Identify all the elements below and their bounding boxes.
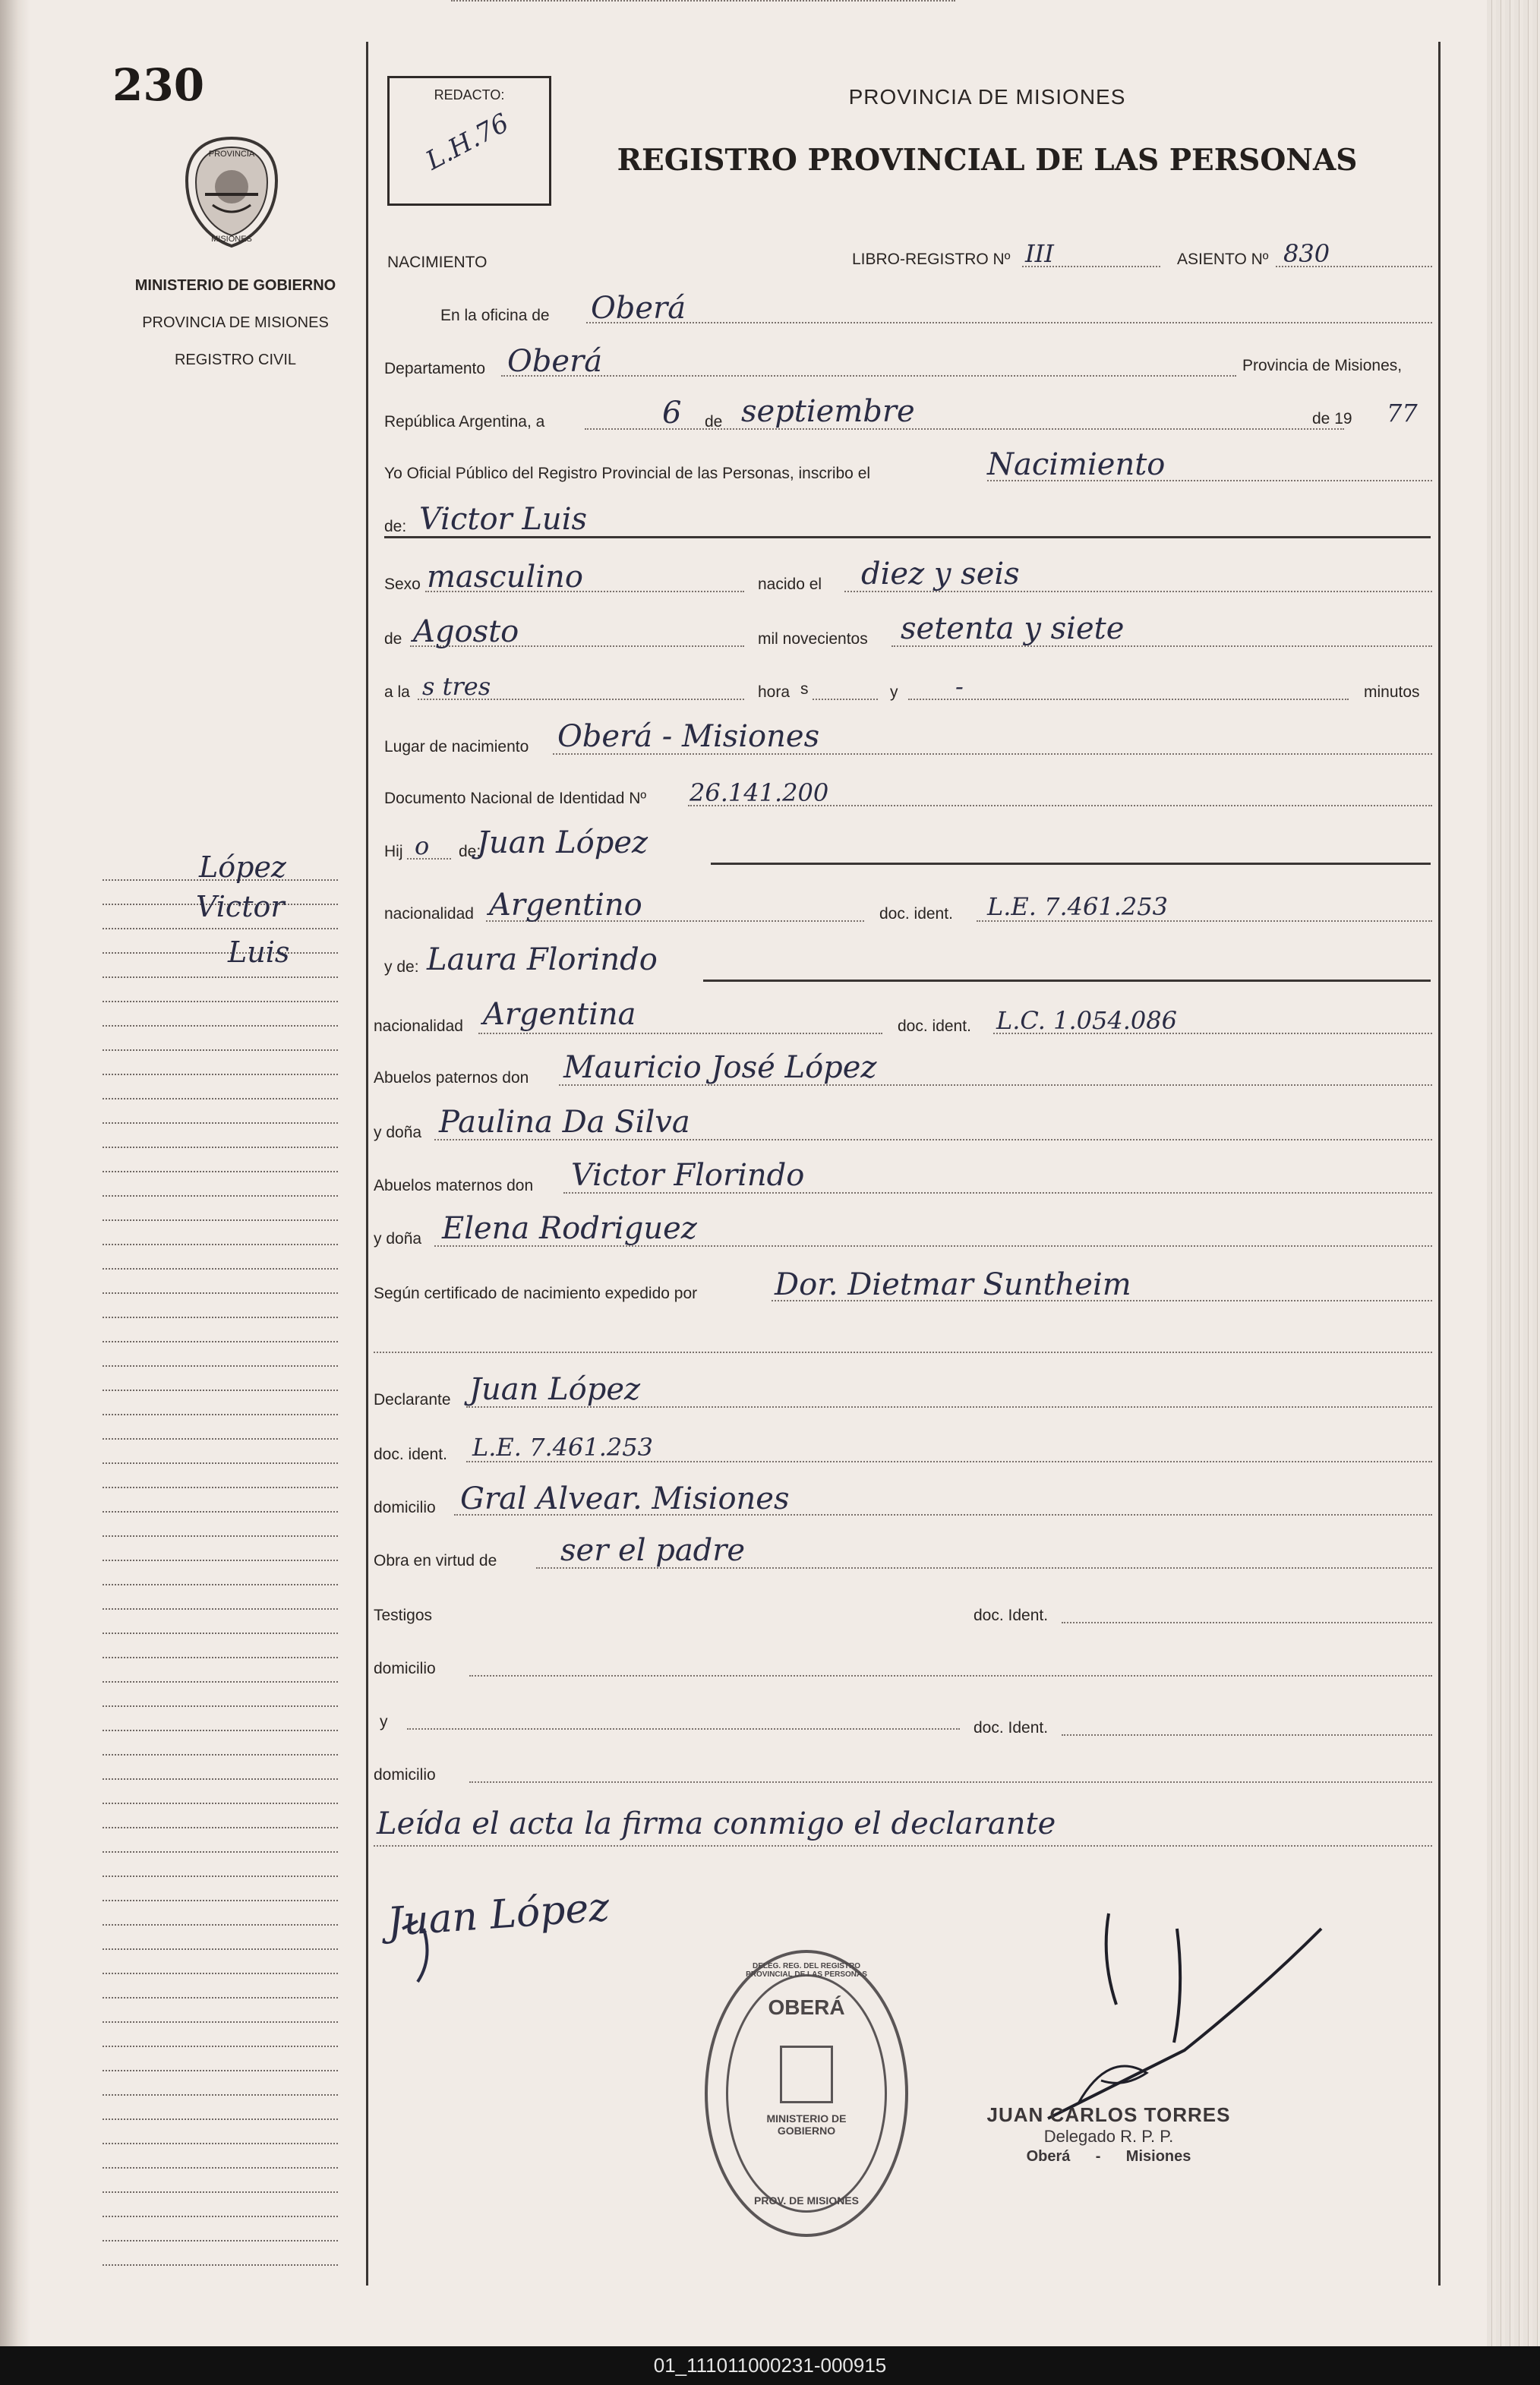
officer-title: Delegado R. P. P.: [1043, 2127, 1174, 2146]
asiento-label: ASIENTO Nº: [1177, 251, 1269, 268]
lugar-label: Lugar de nacimiento: [384, 738, 529, 756]
nac-madre-dots: [478, 1033, 882, 1034]
margin-ruled-line: [103, 2167, 338, 2169]
margin-ruled-line: [103, 2118, 338, 2120]
nacido-label: nacido el: [758, 576, 822, 593]
stamp-center-text: OBERÁ: [768, 1995, 845, 2019]
official-stamp: [705, 1950, 908, 2237]
margin-ruled-line: [103, 2143, 338, 2144]
ministry-registry: REGISTRO CIVIL: [174, 352, 297, 368]
segun-value: Dor. Dietmar Suntheim: [775, 1267, 1131, 1302]
page-edges: [1487, 0, 1540, 2346]
separator-line-3: [703, 980, 1431, 982]
nombre-inscripto: Victor Luis: [419, 502, 588, 537]
minutos-value: -: [955, 672, 964, 701]
docident-padre-label: doc. ident.: [879, 905, 953, 923]
fecha-mes: septiembre: [741, 394, 915, 429]
margin-ruled-line: [103, 1390, 338, 1391]
mil-label: mil novecientos: [758, 630, 868, 648]
separator-line-1: [384, 536, 1431, 538]
margin-ruled-line: [103, 1584, 338, 1585]
closing-statement: Leída el acta la firma conmigo el declarante: [377, 1806, 1056, 1841]
hora-value: s tres: [422, 672, 491, 701]
declarante-label: Declarante: [374, 1391, 451, 1409]
lugar-value: Oberá - Misiones: [557, 719, 820, 754]
margin-ruled-line: [103, 1754, 338, 1756]
page-binding: [0, 0, 30, 2346]
margin-ruled-line: [103, 1001, 338, 1002]
margin-ruled-line: [103, 928, 338, 929]
horas-label: hora: [758, 683, 791, 701]
margin-ruled-line: [103, 1827, 338, 1828]
margin-ruled-line: [103, 1074, 338, 1075]
y-label: y: [890, 683, 898, 701]
stamp-top-text: DELEG. REG. DEL REGISTRO PROVINCIAL DE LAS PERSONAS: [746, 1962, 867, 1979]
redacto-label: REDACTO:: [434, 87, 505, 103]
abuelo-materno-value: Victor Florindo: [571, 1158, 805, 1193]
departamento-dots: [501, 375, 1236, 377]
margin-ruled-line: [103, 1535, 338, 1537]
margin-ruled-line: [103, 1657, 338, 1658]
dni-label: Documento Nacional de Identidad Nº: [384, 790, 647, 807]
oficina-dots: [586, 322, 1432, 323]
horas-suffix: s: [800, 680, 809, 698]
ministry-block: [106, 267, 364, 379]
nac-padre-label: nacionalidad: [384, 905, 474, 923]
nacido-value: diez y seis: [861, 557, 1020, 592]
abuela-paterna-value: Paulina Da Silva: [439, 1105, 690, 1140]
margin-first-name: Victor: [196, 890, 285, 923]
docident-declarante-label: doc. ident.: [374, 1446, 447, 1463]
page-number: 230: [112, 59, 205, 111]
margin-ruled-line: [103, 2046, 338, 2047]
nac-madre-label: nacionalidad: [374, 1017, 463, 1035]
abuelo-paterno-value: Mauricio José López: [563, 1050, 877, 1085]
departamento-value: Oberá: [507, 344, 603, 379]
closing-dots: [374, 1845, 1432, 1847]
margin-ruled-line: [103, 1365, 338, 1367]
stamp-emblem: [780, 2046, 833, 2103]
margin-ruled-line: [103, 2070, 338, 2071]
dni-value: 26.141.200: [690, 778, 829, 807]
margin-ruled-line: [103, 2240, 338, 2241]
margin-ruled-line: [103, 1608, 338, 1610]
margin-ruled-line: [103, 1462, 338, 1464]
mil-value: setenta y siete: [901, 611, 1125, 646]
nacimiento-label: NACIMIENTO: [387, 254, 488, 271]
margin-ruled-line: [103, 952, 338, 954]
svg-text:MISIONES: MISIONES: [211, 235, 252, 244]
nac-padre-value: Argentino: [489, 888, 642, 923]
header-province: PROVINCIA DE MISIONES: [848, 85, 1126, 109]
segun-label: Según certificado de nacimiento expedido por: [374, 1285, 698, 1302]
abuela-materna-value: Elena Rodriguez: [442, 1211, 697, 1246]
fecha-de-label: de: [705, 413, 723, 431]
scan-footer-id: 01_111011000231-000915: [0, 2346, 1540, 2385]
hijo-label: Hij: [384, 843, 403, 860]
docident-padre-value: L.E. 7.461.253: [987, 892, 1168, 921]
domicilio-testigo2-label: domicilio: [374, 1766, 436, 1784]
margin-ruled-line: [103, 2264, 338, 2266]
docident-testigo1-dots: [1062, 1622, 1432, 1623]
margin-ruled-line: [103, 1803, 338, 1804]
docident-testigo1-label: doc. Ident.: [974, 1607, 1049, 1624]
docident-testigo2-dots: [1062, 1734, 1432, 1736]
margin-ruled-line: [103, 2191, 338, 2193]
docident-declarante-value: L.E. 7.461.253: [472, 1433, 653, 1462]
margin-second-name: Luis: [228, 935, 290, 969]
domicilio-testigo2-dots: [469, 1781, 1432, 1783]
margin-ruled-line: [103, 1317, 338, 1318]
margin-ruled-line: [103, 1025, 338, 1027]
de-label: de:: [384, 518, 407, 535]
segun-dots-2: [374, 1352, 1432, 1353]
officer-stamp: [949, 2103, 1268, 2166]
madre-label: y de:: [384, 958, 419, 976]
fecha-dots: [585, 428, 1344, 430]
testigo2-dots: [407, 1728, 960, 1730]
margin-ruled-line: [103, 1705, 338, 1707]
sexo-label: Sexo: [384, 576, 421, 593]
frame-line-right: [1438, 42, 1441, 2286]
dona-materna-label: y doña: [374, 1230, 422, 1248]
official-signature: [1033, 1898, 1352, 2126]
margin-ruled-line: [103, 1341, 338, 1342]
margin-ruled-line: [103, 1171, 338, 1172]
declarante-value: Juan López: [469, 1372, 641, 1407]
margin-ruled-line: [103, 1948, 338, 1950]
margin-ruled-line: [103, 1778, 338, 1780]
officer-place-2: Misiones: [1125, 2148, 1191, 2165]
hijo-suffix: o: [415, 831, 430, 860]
testigos-dots: [451, 0, 955, 2]
margin-ruled-line: [103, 1049, 338, 1051]
alas-label: a la: [384, 683, 410, 701]
nac-madre-value: Argentina: [483, 997, 636, 1032]
header-title: REGISTRO PROVINCIAL DE LAS PERSONAS: [617, 143, 1358, 178]
ministry-title: MINISTERIO DE GOBIERNO: [134, 277, 336, 294]
domicilio-testigo1-dots: [469, 1675, 1432, 1677]
y2-label: y: [380, 1713, 388, 1730]
asiento-value: 830: [1283, 239, 1330, 268]
provincia-label: Provincia de Misiones,: [1242, 357, 1403, 374]
margin-ruled-line: [103, 1195, 338, 1197]
obra-value: ser el padre: [560, 1533, 746, 1568]
republica-label: República Argentina, a: [384, 413, 545, 431]
margin-ruled-line: [103, 1900, 338, 1901]
frame-line-left: [366, 42, 368, 2286]
officer-place-sep: -: [1095, 2148, 1101, 2165]
hijo-de-label: de:: [459, 843, 481, 860]
margin-ruled-line: [103, 1681, 338, 1683]
stamp-bottom-text: PROV. DE MISIONES: [754, 2194, 859, 2207]
margin-ruled-line: [103, 1876, 338, 1877]
margin-ruled-line: [103, 2021, 338, 2023]
separator-line-2: [711, 863, 1431, 865]
margin-ruled-line: [103, 2094, 338, 2096]
margin-ruled-line: [103, 1511, 338, 1513]
domicilio-value: Gral Alvear. Misiones: [460, 1481, 790, 1516]
margin-ruled-line: [103, 1219, 338, 1221]
margin-ruled-line: [103, 1973, 338, 1974]
margin-ruled-line: [103, 1730, 338, 1731]
margin-ruled-line: [103, 1924, 338, 1926]
oficina-value: Oberá: [591, 291, 686, 326]
officer-name: JUAN CARLOS TORRES: [986, 2103, 1231, 2126]
margin-ruled-line: [103, 1560, 338, 1561]
docident-madre-value: L.C. 1.054.086: [996, 1006, 1177, 1035]
ministry-province: PROVINCIA DE MISIONES: [142, 314, 329, 331]
abuelos-paternos-label: Abuelos paternos don: [374, 1069, 529, 1087]
dona-paterna-label: y doña: [374, 1124, 422, 1141]
testigos-label: Testigos: [374, 1607, 433, 1624]
margin-surname: López: [199, 850, 286, 884]
departamento-label: Departamento: [384, 360, 486, 377]
libro-label: LIBRO-REGISTRO Nº: [852, 251, 1011, 268]
margin-ruled-line: [103, 976, 338, 978]
redacto-value: L.H.76: [421, 107, 514, 177]
margin-ruled-line: [103, 1997, 338, 1999]
redacto-box: [387, 76, 551, 206]
margin-ruled-line: [103, 1633, 338, 1634]
de-mes-label: de: [384, 630, 402, 648]
declarant-signature: Juan López: [386, 1884, 611, 1946]
margin-ruled-line: [103, 1851, 338, 1853]
coat-of-arms-icon: [182, 135, 281, 249]
oficial-value: Nacimiento: [987, 447, 1166, 482]
libro-value: III: [1025, 239, 1054, 268]
domicilio-testigo1-label: domicilio: [374, 1660, 436, 1677]
margin-ruled-line: [103, 1487, 338, 1488]
padre-value: Juan López: [477, 825, 649, 860]
minutos-label: minutos: [1364, 683, 1420, 701]
fecha-dia: 6: [662, 396, 682, 431]
stamp-mid-text: MINISTERIO DE GOBIERNO: [766, 2112, 847, 2137]
hijo-dots: [407, 858, 451, 860]
mes-value: Agosto: [413, 614, 519, 649]
fecha-anio: 77: [1387, 399, 1418, 427]
margin-ruled-line: [103, 1098, 338, 1099]
officer-place: [949, 2148, 1268, 2166]
minutos-dots: [908, 699, 1349, 700]
margin-ruled-line: [103, 1147, 338, 1148]
margin-ruled-line: [103, 1414, 338, 1415]
margin-ruled-line: [103, 1244, 338, 1245]
sexo-value: masculino: [427, 560, 583, 595]
oficina-label: En la oficina de: [440, 307, 550, 324]
margin-ruled-line: [103, 1438, 338, 1440]
oficial-label: Yo Oficial Público del Registro Provincial de las Personas, inscribo el: [384, 465, 871, 482]
margin-ruled-line: [103, 1292, 338, 1294]
docident-madre-label: doc. ident.: [898, 1017, 971, 1035]
docident-testigo2-label: doc. Ident.: [974, 1719, 1049, 1737]
madre-value: Laura Florindo: [427, 942, 658, 977]
officer-place-1: Oberá: [1026, 2148, 1071, 2165]
fecha-anio-label: de 19: [1312, 410, 1352, 427]
margin-ruled-line: [103, 1122, 338, 1124]
obra-label: Obra en virtud de: [374, 1552, 497, 1569]
domicilio-label: domicilio: [374, 1499, 436, 1516]
horas-dots: [813, 699, 878, 700]
svg-text:PROVINCIA: PROVINCIA: [208, 150, 255, 159]
margin-ruled-line: [103, 2216, 338, 2217]
margin-ruled-line: [103, 1268, 338, 1270]
abuelos-maternos-label: Abuelos maternos don: [374, 1177, 534, 1194]
signature-scribble: [387, 1876, 691, 1997]
